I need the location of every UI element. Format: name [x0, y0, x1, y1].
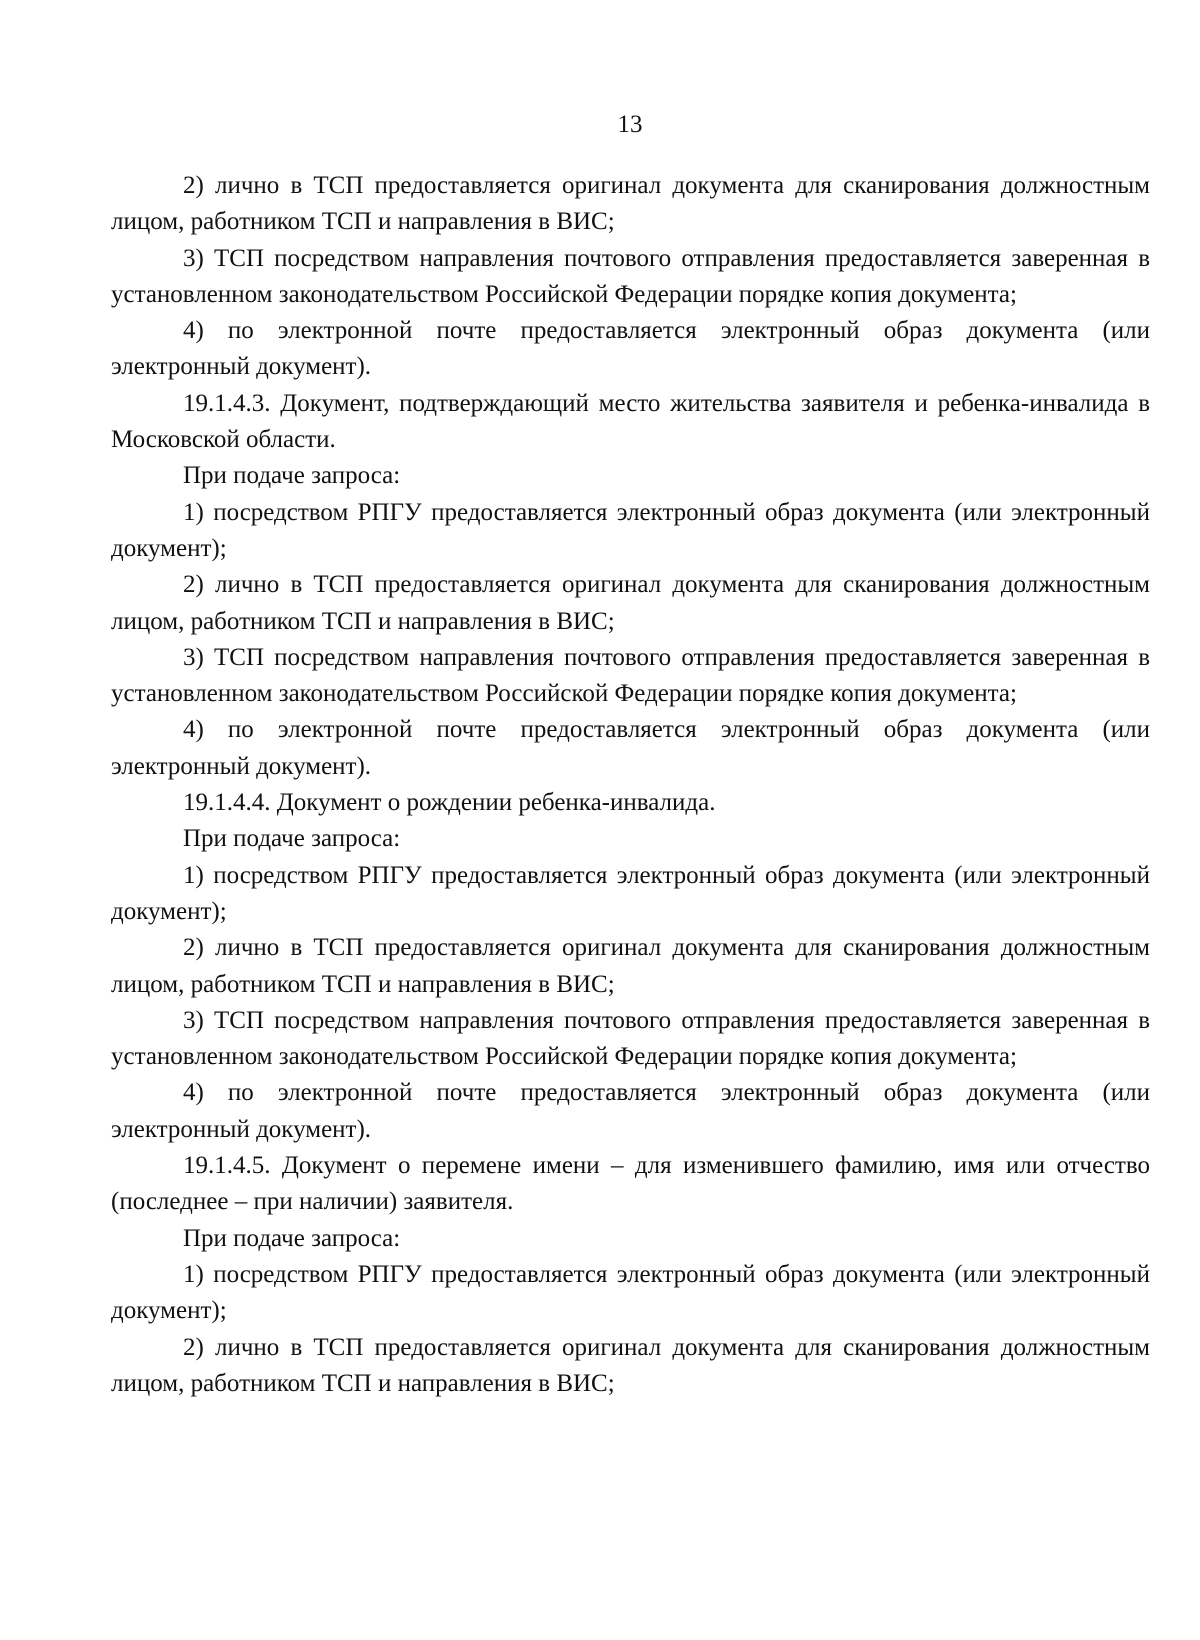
paragraph-item-1-rpgu: 1) посредством РПГУ предоставляется электронный образ документа (или электронный документ);	[111, 1260, 1150, 1325]
section-19-1-4-5-heading: 19.1.4.5. Документ о перемене имени – для изменившего фамилию, имя или отчество (последнее – при наличии) заявителя.	[111, 1152, 1150, 1216]
request-intro: При подаче запроса:	[183, 1224, 401, 1252]
paragraph-item-2-in-person: 2) лично в ТСП предоставляется оригинал документа для сканирования должностным лицом, работником ТСП и направления в ВИС;	[111, 571, 1150, 635]
paragraph-item-3-mail: 3) ТСП посредством направления почтового отправления предоставляется заверенная в установленном законодательством Российской Федерации порядке копия документа;	[111, 1006, 1150, 1071]
paragraph-item-4-email: 4) по электронной почте предоставляется электронный образ документа (или электронный документ).	[111, 317, 1150, 381]
paragraph-item-1-rpgu: 1) посредством РПГУ предоставляется электронный образ документа (или электронный документ);	[111, 861, 1150, 925]
document-body	[111, 168, 1150, 1402]
request-intro: При подаче запроса:	[183, 462, 401, 490]
paragraph-item-2-in-person: 2) лично в ТСП предоставляется оригинал документа для сканирования должностным лицом, работником ТСП и направления в ВИС;	[111, 172, 1150, 236]
section-19-1-4-4-heading: 19.1.4.4. Документ о рождении ребенка-инвалида.	[183, 789, 716, 817]
paragraph-item-4-email: 4) по электронной почте предоставляется электронный образ документа (или электронный документ).	[111, 1079, 1150, 1143]
paragraph-item-2-in-person: 2) лично в ТСП предоставляется оригинал документа для сканирования должностным лицом, работником ТСП и направления в ВИС;	[111, 934, 1150, 998]
paragraph-item-4-email: 4) по электронной почте предоставляется электронный образ документа (или электронный документ).	[111, 716, 1150, 780]
section-19-1-4-3-heading: 19.1.4.3. Документ, подтверждающий место жительства заявителя и ребенка-инвалида в Московской области.	[111, 389, 1150, 454]
paragraph-item-3-mail: 3) ТСП посредством направления почтового отправления предоставляется заверенная в установленном законодательством Российской Федерации порядке копия документа;	[111, 643, 1150, 708]
paragraph-item-2-in-person: 2) лично в ТСП предоставляется оригинал документа для сканирования должностным лицом, работником ТСП и направления в ВИС;	[111, 1333, 1150, 1397]
page-number: 13	[617, 111, 643, 138]
paragraph-item-3-mail: 3) ТСП посредством направления почтового отправления предоставляется заверенная в установленном законодательством Российской Федерации порядке копия документа;	[111, 244, 1150, 308]
paragraph-item-1-rpgu: 1) посредством РПГУ предоставляется электронный образ документа (или электронный документ);	[111, 498, 1150, 562]
request-intro: При подаче запроса:	[183, 825, 401, 853]
